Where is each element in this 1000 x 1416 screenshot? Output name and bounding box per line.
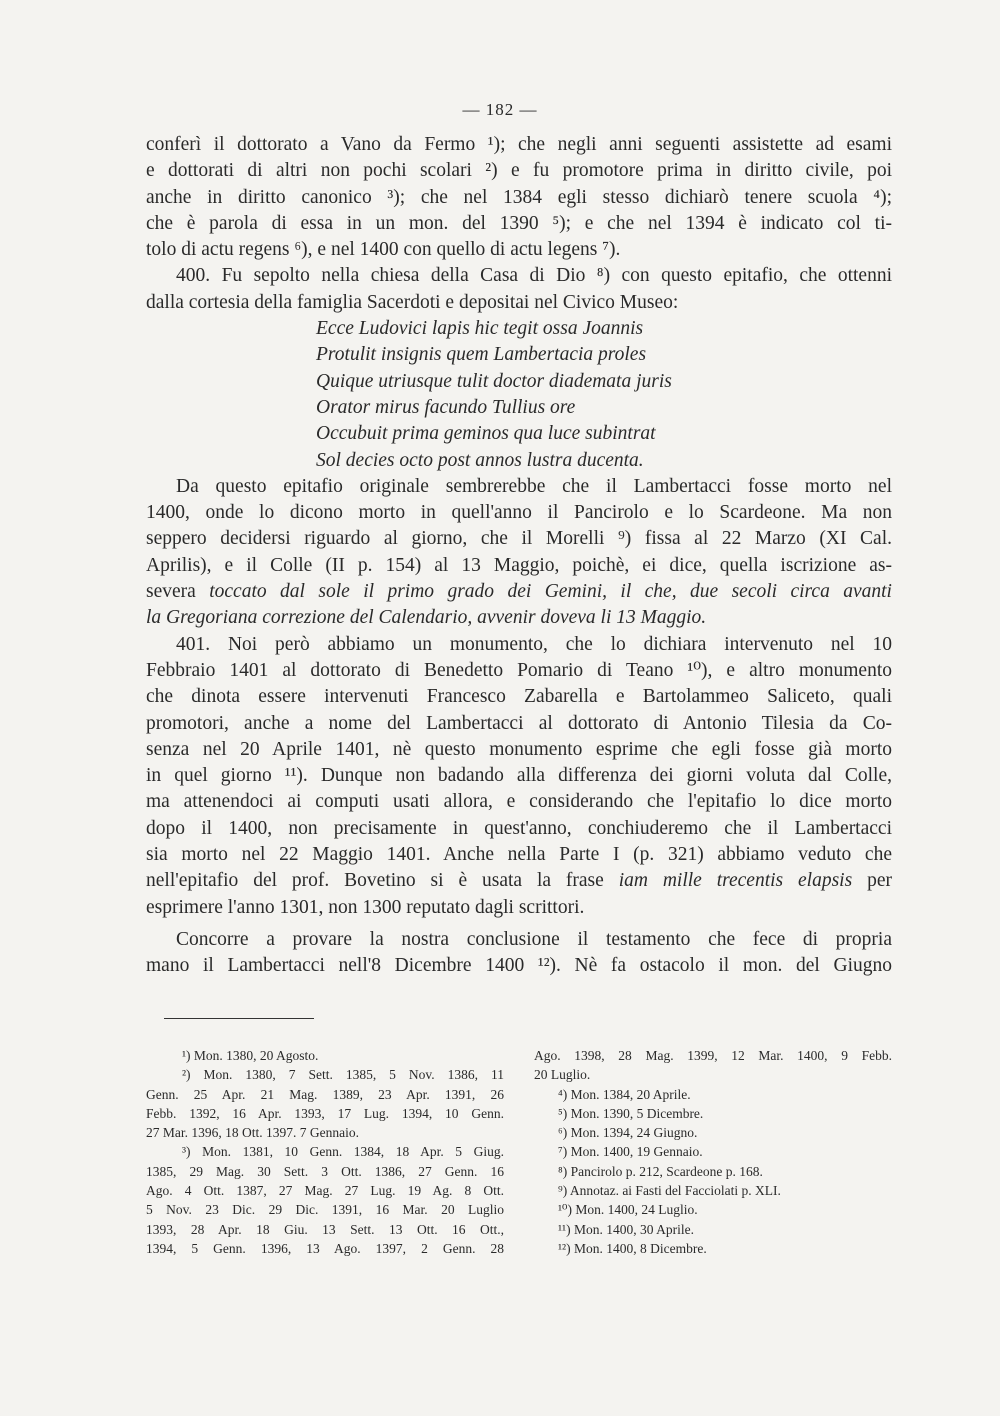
text-line — [146, 263, 892, 289]
footnote-line: ⁹) Annotaz. ai Fasti del Facciolati p. XLI. — [558, 1183, 781, 1199]
text-line: ma attenendoci ai computi usati allora, e considerando che l'epitafio lo dice morto — [146, 791, 892, 813]
text-line: Aprilis), e il Colle (II p. 154) al 13 Maggio, poichè, ei dice, quella iscrizione as- — [146, 554, 892, 576]
footnote-line: ¹) Mon. 1380, 20 Agosto. — [182, 1048, 319, 1063]
paragraph-intro — [146, 132, 892, 263]
text-line: esprimere l'anno 1301, non 1300 reputato dagli scrittori. — [146, 896, 585, 918]
epitaph-line: Quique utriusque tulit doctor diademata juris — [316, 370, 672, 392]
text-line: Da questo epitafio originale sembrerebbe che il Lambertacci fosse morto nel — [176, 475, 892, 497]
text-segment: severa — [146, 581, 210, 603]
text-line — [146, 868, 892, 894]
footnote-line: Ago. 1398, 28 Mag. 1399, 12 Mar. 1400, 9 Febb. — [534, 1048, 892, 1063]
footnote-line: ²) Mon. 1380, 7 Sett. 1385, 5 Nov. 1386, 11 — [182, 1067, 504, 1083]
footnote-line: 5 Nov. 23 Dic. 29 Dic. 1391, 16 Mar. 20 Luglio — [146, 1202, 504, 1218]
footnote-line: ⁴) Mon. 1384, 20 Aprile. — [558, 1086, 691, 1102]
footnote-line: Ago. 4 Ott. 1387, 27 Mag. 27 Lug. 19 Ag. 8 Ott. — [146, 1183, 504, 1199]
epitaph-line: Occubuit prima geminos qua luce subintrat — [316, 423, 656, 445]
paragraph-400 — [146, 263, 892, 316]
page-number: — 182 — — [462, 100, 538, 119]
text-line: senza nel 20 Aprile 1401, nè questo monumento esprime che egli fosse già morto — [146, 738, 892, 760]
footnote-divider — [164, 1018, 314, 1019]
text-line: dopo il 1400, non precisamente in quest'anno, conchiuderemo che il Lambertacci — [146, 817, 892, 839]
text-line: sia morto nel 22 Maggio 1401. Anche nella Parte I (p. 321) abbiamo veduto che — [146, 844, 892, 866]
footnote-line: Genn. 25 Apr. 21 Mag. 1389, 23 Apr. 1391, 26 — [146, 1086, 504, 1102]
text-line: tolo di actu regens ⁶), e nel 1400 con quello di actu legens ⁷). — [146, 239, 621, 261]
text-line: che è parola di essa in un mon. del 1390 ⁵); e che nel 1394 è indicato col ti- — [146, 212, 892, 234]
text-segment: Fu sepolto nella chiesa della Casa di Dio ⁸) con questo epitafio, che ottenni — [221, 265, 892, 287]
footnote-line: ⁵) Mon. 1390, 5 Dicembre. — [558, 1105, 704, 1121]
text-line: conferì il dottorato a Vano da Fermo ¹); che negli anni seguenti assistette ad esami — [146, 134, 892, 155]
footnote-line: ¹²) Mon. 1400, 8 Dicembre. — [558, 1240, 707, 1256]
paragraph-da-questo — [146, 474, 892, 632]
epitaph-line: Protulit insignis quem Lambertacia proles — [316, 344, 647, 366]
footnote-line: ⁸) Pancirolo p. 212, Scardeone p. 168. — [558, 1163, 763, 1179]
italic-quote: iam mille trecentis elapsis — [618, 870, 853, 892]
text-line — [146, 579, 892, 605]
footnote-line: ⁷) Mon. 1400, 19 Gennaio. — [558, 1144, 703, 1160]
text-line: mano il Lambertacci nell'8 Dicembre 1400 ¹²). Nè fa ostacolo il mon. del Giugno — [146, 955, 892, 977]
epitaph-line: Ecce Ludovici lapis hic tegit ossa Joannis — [316, 318, 644, 340]
paragraph-401 — [146, 632, 892, 921]
footnotes-left-column — [146, 1046, 504, 1258]
paragraph-number: 400. — [176, 265, 211, 287]
text-line: che dinota essere intervenuti Francesco Zabarella e Bartolammeo Saliceto, quali — [146, 686, 892, 708]
epitaph-line: Sol decies octo post annos lustra ducenta. — [316, 449, 644, 471]
text-line — [146, 632, 892, 658]
italic-quote: toccato dal sole il primo grado dei Gemini, il che, due secoli circa avanti — [209, 581, 892, 603]
text-segment: per — [852, 870, 892, 892]
footnote-line: ¹¹) Mon. 1400, 30 Aprile. — [558, 1221, 694, 1237]
text-segment: nell'epitafio del prof. Bovetino si è usata la frase — [146, 870, 619, 892]
footnote-line: 1393, 28 Apr. 18 Giu. 13 Sett. 13 Ott. 16 Ott., — [146, 1221, 504, 1237]
text-line: 1400, onde lo dicono morto in quell'anno il Pancirolo e lo Scardeone. Ma non — [146, 502, 892, 524]
epitaph-line: Orator mirus facundo Tullius ore — [316, 396, 576, 418]
paragraph-concorre — [146, 927, 892, 980]
text-line: Febbraio 1401 al dottorato di Benedetto Pomario di Teano ¹⁰), e altro monumento — [146, 659, 892, 681]
footnote-line: 20 Luglio. — [534, 1067, 591, 1083]
text-line: dalla cortesia della famiglia Sacerdoti e depositai nel Civico Museo: — [146, 291, 679, 313]
footnotes-right-column — [534, 1046, 892, 1258]
footnote-line: ³) Mon. 1381, 10 Genn. 1384, 18 Apr. 5 Giug. — [182, 1144, 504, 1160]
footnote-line: Febb. 1392, 16 Apr. 1393, 17 Lug. 1394, 10 Genn. — [146, 1105, 504, 1121]
text-line: promotori, anche a nome del Lambertacci al dottorato di Antonio Tilesia da Co- — [146, 712, 892, 734]
footnote-line: 1385, 29 Mag. 30 Sett. 3 Ott. 1386, 27 Genn. 16 — [146, 1163, 504, 1179]
text-line: in quel giorno ¹¹). Dunque non badando alla differenza dei giorni voluta dal Colle, — [146, 765, 892, 787]
footnote-line: ⁶) Mon. 1394, 24 Giugno. — [558, 1125, 698, 1141]
paragraph-number: 401. — [176, 633, 211, 655]
text-line: la Gregoriana correzione del Calendario, avvenir doveva li 13 Maggio. — [146, 607, 707, 629]
text-line: Concorre a provare la nostra conclusione il testamento che fece di propria — [176, 928, 892, 950]
text-line: e dottorati di altri non pochi scolari ²) e fu promotore prima in diritto civile, poi — [146, 160, 892, 182]
footnote-line: 27 Mar. 1396, 18 Ott. 1397. 7 Gennaio. — [146, 1125, 359, 1141]
text-segment: Noi però abbiamo un monumento, che lo dichiara intervenuto nel 10 — [227, 633, 893, 655]
footnote-line: ¹⁰) Mon. 1400, 24 Luglio. — [558, 1202, 698, 1218]
text-line: seppero decidersi riguardo al giorno, che il Morelli ⁹) fissa al 22 Marzo (XI Cal. — [146, 528, 892, 550]
footnotes — [146, 1046, 892, 1258]
text-line: anche in diritto canonico ³); che nel 1384 egli stesso dichiarò tenere scuola ⁴); — [146, 186, 892, 208]
epitaph — [146, 316, 892, 474]
footnote-line: 1394, 5 Genn. 1396, 13 Ago. 1397, 2 Genn. 28 — [146, 1240, 504, 1256]
main-text — [146, 132, 892, 980]
